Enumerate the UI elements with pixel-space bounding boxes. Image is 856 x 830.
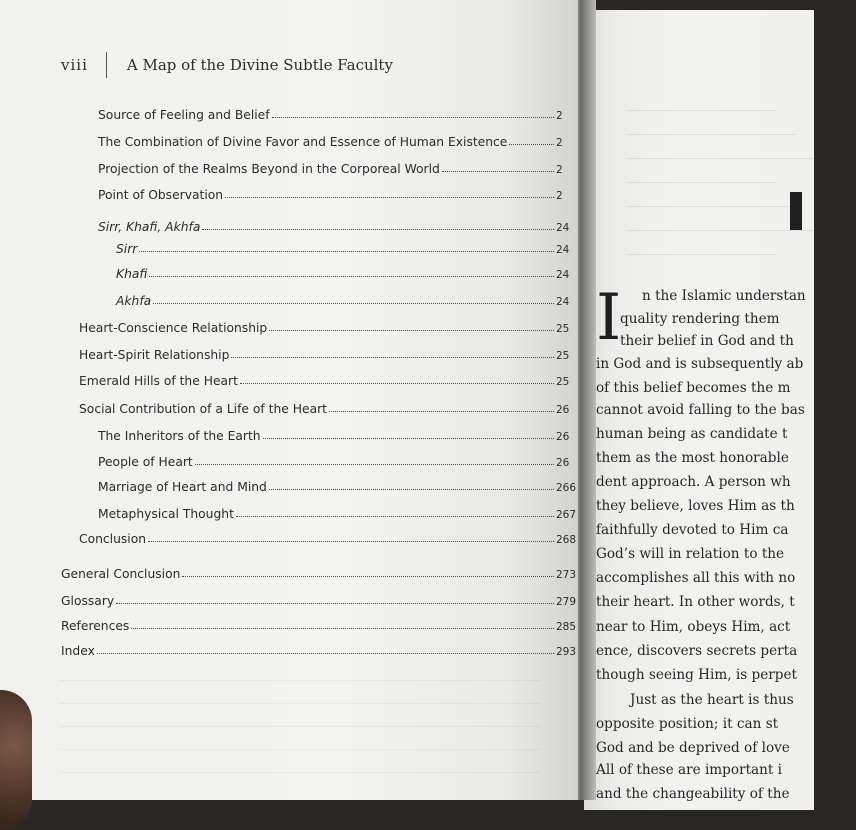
toc-entry-page: 293 [556, 646, 577, 658]
body-text-line: they believe, loves Him as th [596, 498, 795, 514]
toc-entry [79, 317, 572, 335]
toc-entry [61, 615, 577, 633]
leader-dots [149, 276, 554, 277]
leader-dots [195, 464, 554, 465]
toc-entry-title: Marriage of Heart and Mind [98, 480, 267, 494]
leader-dots [272, 117, 554, 118]
toc-entry-page: 24 [556, 269, 570, 281]
toc-entry-title: Heart-Conscience Relationship [79, 321, 268, 335]
book-title: A Map of the Divine Subtle Faculty [126, 56, 393, 74]
leader-dots [509, 144, 554, 145]
body-text-line: near to Him, obeys Him, act [596, 619, 791, 635]
toc-entry-page: 24 [556, 244, 570, 256]
body-text-line: faithfully devoted to Him ca [596, 522, 789, 538]
toc-entry-page: 2 [556, 164, 563, 176]
toc-entry-page: 24 [556, 222, 570, 234]
toc-entry-title: Projection of the Realms Beyond in the Corporeal World [98, 162, 440, 176]
right-page-body [596, 0, 856, 800]
leader-dots [240, 383, 554, 384]
toc-entry [98, 476, 577, 494]
toc-entry [116, 290, 572, 308]
toc-entry [79, 398, 572, 416]
body-text-line: All of these are important i [596, 762, 783, 778]
toc-entry-page: 24 [556, 296, 570, 308]
body-text-line: God and be deprived of love [596, 740, 790, 756]
body-text-line: cannot avoid falling to the bas [596, 402, 805, 418]
body-text-line: Just as the heart is thus [630, 692, 794, 708]
toc-entry-page: 26 [556, 457, 570, 469]
toc-entry [79, 528, 577, 546]
thumb [0, 690, 32, 830]
leader-dots [269, 489, 554, 490]
page-number: viii [61, 56, 88, 74]
toc-entry-title: Point of Observation [98, 188, 224, 202]
toc-entry-title: Emerald Hills of the Heart [79, 374, 238, 388]
toc-entry-title: Sirr, Khafi, Akhfa [98, 220, 201, 234]
body-text-line: them as the most honorable [596, 450, 789, 466]
toc-entry-page: 2 [556, 137, 563, 149]
leader-dots [329, 411, 554, 412]
toc-entry [98, 184, 572, 202]
body-text-line: opposite position; it can st [596, 716, 779, 732]
toc-entry [98, 216, 572, 234]
toc-entry [98, 131, 572, 149]
toc-entry-title: Heart-Spirit Relationship [79, 348, 230, 362]
leader-dots [153, 303, 554, 304]
toc-entry-title: Sirr [116, 242, 138, 256]
toc-entry-page: 2 [556, 190, 563, 202]
toc-entry-page: 285 [556, 621, 577, 633]
body-text-line: quality rendering them [620, 311, 780, 327]
toc-entry [116, 238, 572, 256]
toc-entry-page: 268 [556, 534, 577, 546]
body-text-line: and the changeability of the [596, 786, 790, 802]
toc-entry [98, 104, 572, 122]
toc-entry [79, 344, 572, 362]
body-text-line: though seeing Him, is perpet [596, 667, 797, 683]
toc-entry-page: 266 [556, 482, 577, 494]
body-text-line: human being as candidate t [596, 426, 788, 442]
toc-entry-title: Khafi [116, 267, 148, 281]
leader-dots [148, 541, 554, 542]
toc-entry [61, 590, 577, 608]
toc-entry-title: The Combination of Divine Favor and Essence of Human Existence [98, 135, 508, 149]
toc-entry [61, 563, 577, 581]
leader-dots [236, 516, 554, 517]
drop-cap: I [596, 281, 622, 355]
toc-entry-page: 25 [556, 376, 570, 388]
body-text-line: of this belief becomes the m [596, 380, 791, 396]
toc-entry-title: Source of Feeling and Belief [98, 108, 270, 122]
leader-dots [225, 197, 554, 198]
leader-dots [231, 357, 554, 358]
toc-entry-title: General Conclusion [61, 567, 181, 581]
toc-entry-page: 25 [556, 350, 570, 362]
leader-dots [269, 330, 554, 331]
toc-entry-title: People of Heart [98, 455, 193, 469]
leader-dots [182, 576, 554, 577]
toc-entry-page: 267 [556, 509, 577, 521]
toc-entry-page: 2 [556, 110, 563, 122]
leader-dots [442, 171, 554, 172]
toc-entry-page: 26 [556, 431, 570, 443]
leader-dots [202, 229, 554, 230]
toc-entry [98, 451, 572, 469]
toc-entry-title: Index [61, 644, 95, 658]
leader-dots [131, 628, 554, 629]
toc-entry [79, 370, 572, 388]
toc-entry-page: 25 [556, 323, 570, 335]
body-text-line: their belief in God and th [620, 333, 794, 349]
toc-entry-title: Akhfa [116, 294, 152, 308]
body-text-line: dent approach. A person wh [596, 474, 791, 490]
toc-entry-title: References [61, 619, 130, 633]
body-text-line: accomplishes all this with no [596, 570, 796, 586]
toc-entry-title: Metaphysical Thought [98, 507, 234, 521]
toc-entry [98, 425, 572, 443]
toc-entry-page: 279 [556, 596, 577, 608]
body-text-line: ence, discovers secrets perta [596, 643, 798, 659]
leader-dots [97, 653, 554, 654]
leader-dots [263, 438, 554, 439]
toc-entry [61, 640, 577, 658]
toc-entry-page: 26 [556, 404, 570, 416]
toc-entry-title: Glossary [61, 594, 115, 608]
body-text-line: their heart. In other words, t [596, 594, 795, 610]
leader-dots [139, 251, 554, 252]
body-text-line: in God and is subsequently ab [596, 356, 804, 372]
toc-entry-title: Conclusion [79, 532, 147, 546]
body-text-line: n the Islamic understan [642, 288, 806, 304]
toc-entry [98, 158, 572, 176]
toc-entry-title: The Inheritors of the Earth [98, 429, 261, 443]
toc-entry-page: 273 [556, 569, 577, 581]
leader-dots [116, 603, 554, 604]
toc-entry-title: Social Contribution of a Life of the Heart [79, 402, 327, 416]
toc-entry [98, 503, 577, 521]
toc-entry [116, 263, 572, 281]
body-text-line: God’s will in relation to the [596, 546, 785, 562]
faint-bleed-lines [60, 680, 540, 795]
